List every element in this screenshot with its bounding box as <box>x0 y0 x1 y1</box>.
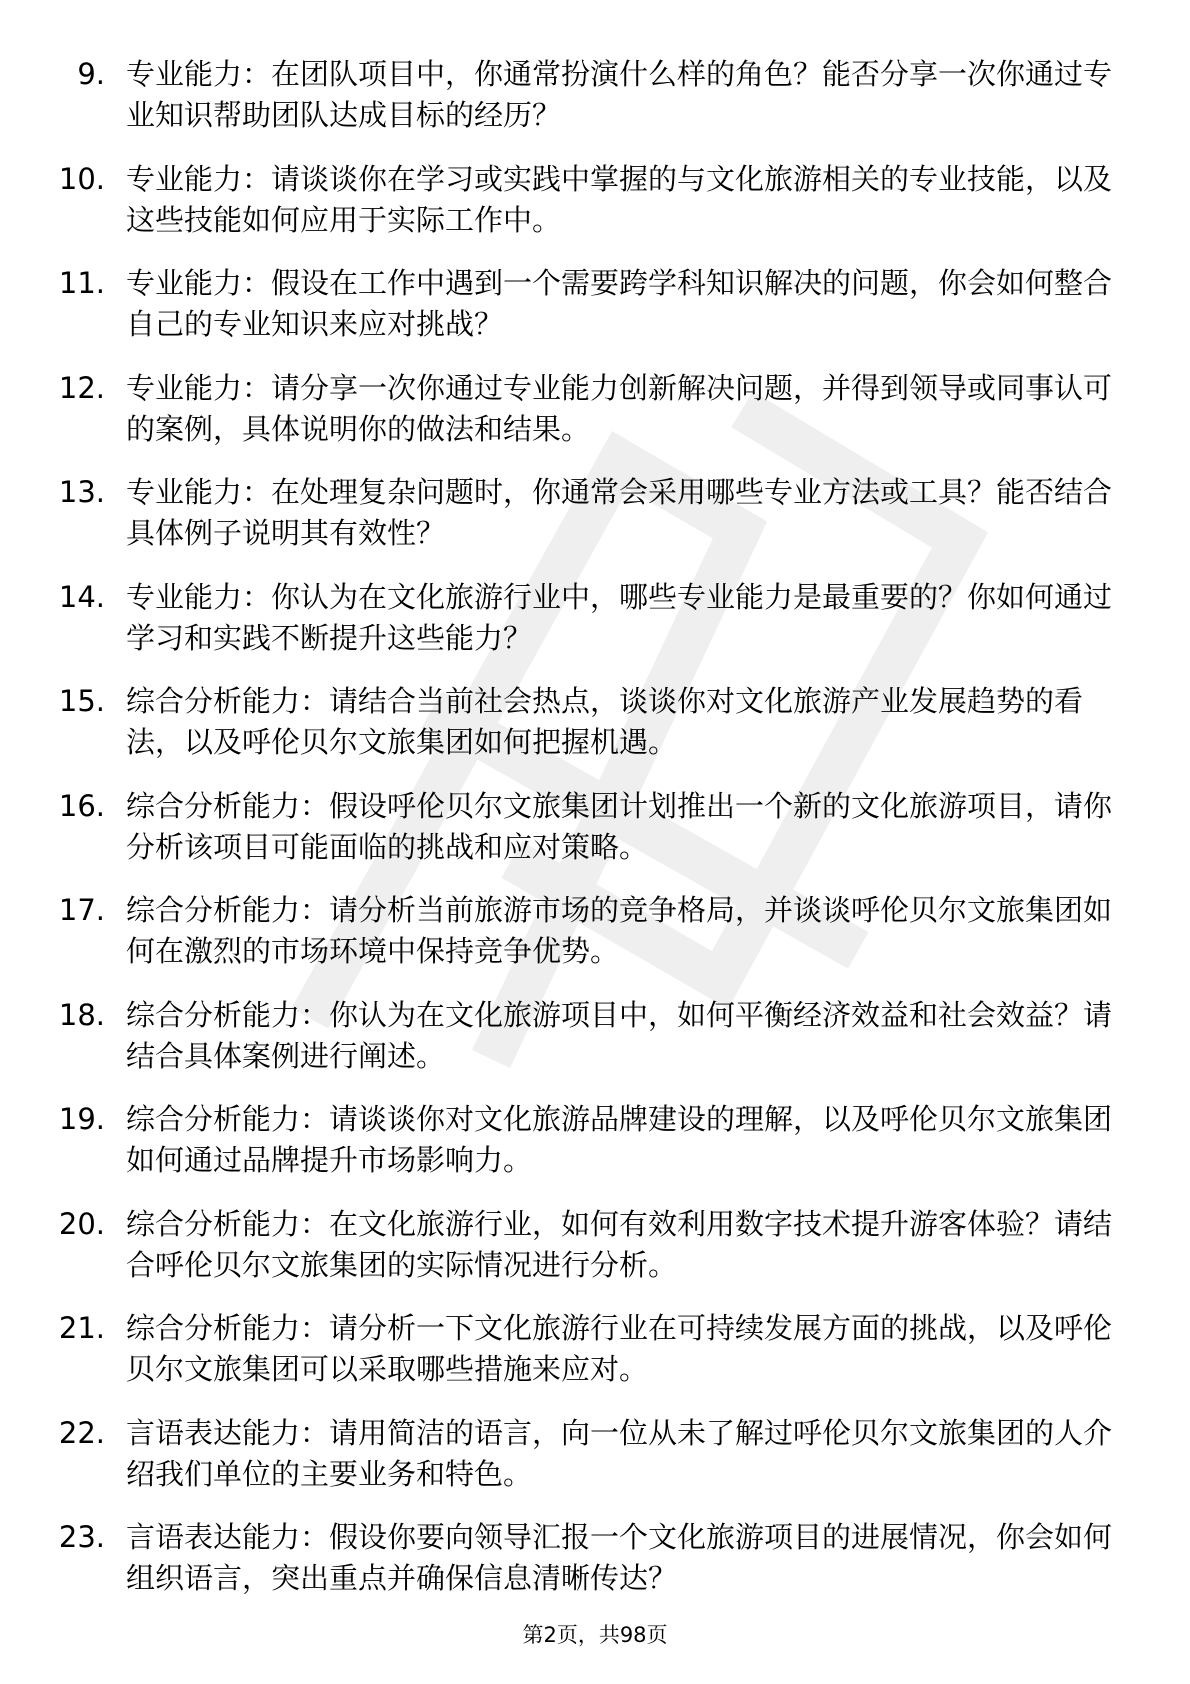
question-item <box>0 263 1190 368</box>
question-item <box>0 1413 1190 1518</box>
question-text: 言语表达能力：假设你要向领导汇报一个文化旅游项目的进展情况，你会如何组织语言，突出重点并确保信息清晰传达？ <box>126 1520 1113 1595</box>
question-list <box>0 54 1190 1622</box>
question-text: 综合分析能力：请结合当前社会热点，谈谈你对文化旅游产业发展趋势的看法，以及呼伦贝尔文旅集团如何把握机遇。 <box>126 684 1084 759</box>
question-text: 综合分析能力：你认为在文化旅游项目中，如何平衡经济效益和社会效益？请结合具体案例进行阐述。 <box>126 997 1113 1073</box>
question-text: 专业能力：请谈谈你在学习或实践中掌握的与文化旅游相关的专业技能，以及这些技能如何应用于实际工作中。 <box>126 161 1113 237</box>
question-text: 专业能力：在处理复杂问题时，你通常会采用哪些专业方法或工具？能否结合具体例子说明其有效性？ <box>126 475 1113 550</box>
question-number: 20. <box>58 1206 105 1241</box>
question-item <box>0 159 1190 264</box>
question-text: 综合分析能力：假设呼伦贝尔文旅集团计划推出一个新的文化旅游项目，请你分析该项目可能面临的挑战和应对策略。 <box>126 788 1113 864</box>
question-number: 21. <box>58 1311 105 1345</box>
question-text: 专业能力：假设在工作中遇到一个需要跨学科知识解决的问题，你会如何整合自己的专业知识来应对挑战？ <box>126 266 1113 341</box>
question-text: 专业能力：请分享一次你通过专业能力创新解决问题，并得到领导或同事认可的案例，具体说明你的做法和结果。 <box>126 370 1113 446</box>
question-text: 综合分析能力：请谈谈你对文化旅游品牌建设的理解，以及呼伦贝尔文旅集团如何通过品牌提升市场影响力。 <box>126 1102 1113 1177</box>
question-number: 11. <box>58 266 105 300</box>
question-number: 23. <box>58 1520 105 1554</box>
question-number: 15. <box>58 684 105 718</box>
question-number: 22. <box>58 1415 105 1450</box>
question-item <box>0 995 1190 1100</box>
question-number: 18. <box>58 997 105 1032</box>
question-item <box>0 681 1190 786</box>
question-text: 综合分析能力：在文化旅游行业，如何有效利用数字技术提升游客体验？请结合呼伦贝尔文旅集团的实际情况进行分析。 <box>126 1206 1113 1282</box>
question-item <box>0 472 1190 577</box>
question-item <box>0 577 1190 682</box>
question-number: 19. <box>58 1102 105 1136</box>
question-text: 综合分析能力：请分析一下文化旅游行业在可持续发展方面的挑战，以及呼伦贝尔文旅集团可以采取哪些措施来应对。 <box>126 1311 1113 1386</box>
question-text: 综合分析能力：请分析当前旅游市场的竞争格局，并谈谈呼伦贝尔文旅集团如何在激烈的市场环境中保持竞争优势。 <box>126 893 1113 968</box>
page-footer: 第2页，共98页 <box>522 1623 668 1647</box>
question-item <box>0 1517 1190 1622</box>
question-item <box>0 786 1190 891</box>
question-number: 12. <box>58 370 105 405</box>
question-item <box>0 890 1190 995</box>
question-number: 17. <box>58 893 105 927</box>
question-text: 专业能力：你认为在文化旅游行业中，哪些专业能力是最重要的？你如何通过学习和实践不断提升这些能力？ <box>126 579 1113 655</box>
question-text: 专业能力：在团队项目中，你通常扮演什么样的角色？能否分享一次你通过专业知识帮助团队达成目标的经历？ <box>126 57 1113 132</box>
question-item <box>0 1308 1190 1413</box>
question-number: 9. <box>77 57 105 91</box>
question-item <box>0 368 1190 473</box>
question-text: 言语表达能力：请用简洁的语言，向一位从未了解过呼伦贝尔文旅集团的人介绍我们单位的主要业务和特色。 <box>126 1415 1113 1491</box>
question-number: 16. <box>58 788 105 823</box>
question-number: 14. <box>58 579 105 614</box>
question-item <box>0 1099 1190 1204</box>
question-number: 13. <box>58 475 105 509</box>
question-item <box>0 54 1190 159</box>
question-item <box>0 1204 1190 1309</box>
question-number: 10. <box>58 161 105 196</box>
